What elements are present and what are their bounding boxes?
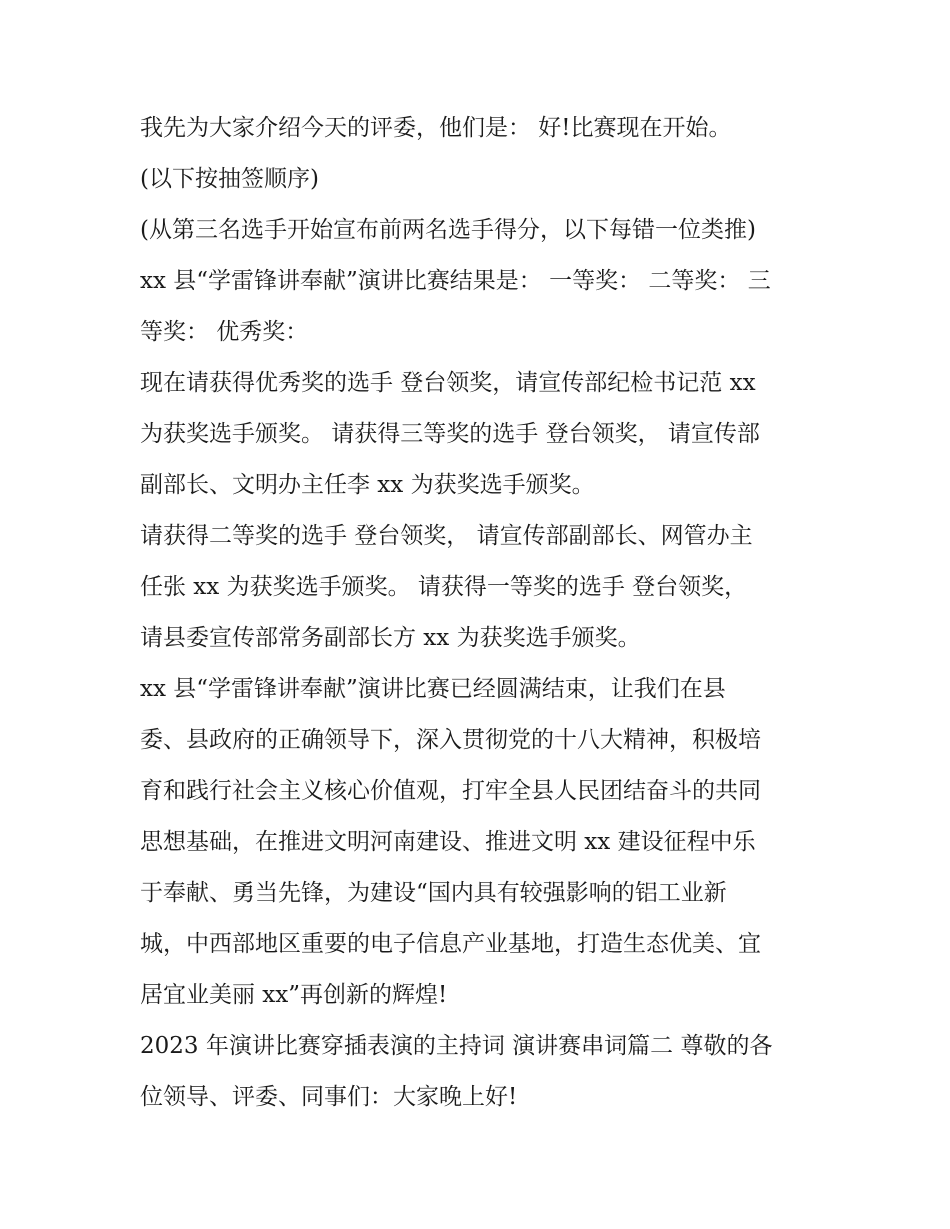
- text-line: 位领导、评委、同事们：大家晚上好!: [140, 1084, 518, 1110]
- text-line: 副部长、文明办主任李 xx 为获奖选手颁奖。: [140, 472, 595, 498]
- text-line: 居宜业美丽 xx”再创新的辉煌!: [140, 982, 448, 1008]
- text-line: xx 县“学雷锋讲奉献”演讲比赛结果是： 一等奖： 二等奖： 三: [140, 268, 771, 294]
- text-line: 我先为大家介绍今天的评委，他们是： 好!比赛现在开始。: [140, 115, 732, 141]
- text-line: 思想基础，在推进文明河南建设、推进文明 xx 建设征程中乐: [140, 829, 756, 855]
- text-line: (从第三名选手开始宣布前两名选手得分，以下每错一位类推): [140, 217, 756, 243]
- text-line: 2023 年演讲比赛穿插表演的主持词 演讲赛串词篇二 尊敬的各: [140, 1033, 773, 1059]
- text-line: 育和践行社会主义核心价值观，打牢全县人民团结奋斗的共同: [140, 778, 761, 804]
- text-line: 城，中西部地区重要的电子信息产业基地，打造生态优美、宜: [140, 931, 761, 957]
- text-line: 任张 xx 为获奖选手颁奖。 请获得一等奖的选手 登台领奖，: [140, 574, 748, 600]
- text-line: 请获得二等奖的选手 登台领奖， 请宣传部副部长、网管办主: [140, 523, 753, 549]
- text-line: 等奖： 优秀奖：: [140, 319, 309, 345]
- text-line: 请县委宣传部常务副部长方 xx 为获奖选手颁奖。: [140, 625, 641, 651]
- text-line: (以下按抽签顺序): [140, 166, 319, 192]
- text-line: xx 县“学雷锋讲奉献”演讲比赛已经圆满结束，让我们在县: [140, 676, 726, 702]
- text-line: 为获奖选手颁奖。 请获得三等奖的选手 登台领奖， 请宣传部: [140, 421, 760, 447]
- text-line: 现在请获得优秀奖的选手 登台领奖，请宣传部纪检书记范 xx: [140, 370, 756, 396]
- text-line: 委、县政府的正确领导下，深入贯彻党的十八大精神，积极培: [140, 727, 761, 753]
- text-line: 于奉献、勇当先锋，为建设“国内具有较强影响的铝工业新: [140, 880, 727, 906]
